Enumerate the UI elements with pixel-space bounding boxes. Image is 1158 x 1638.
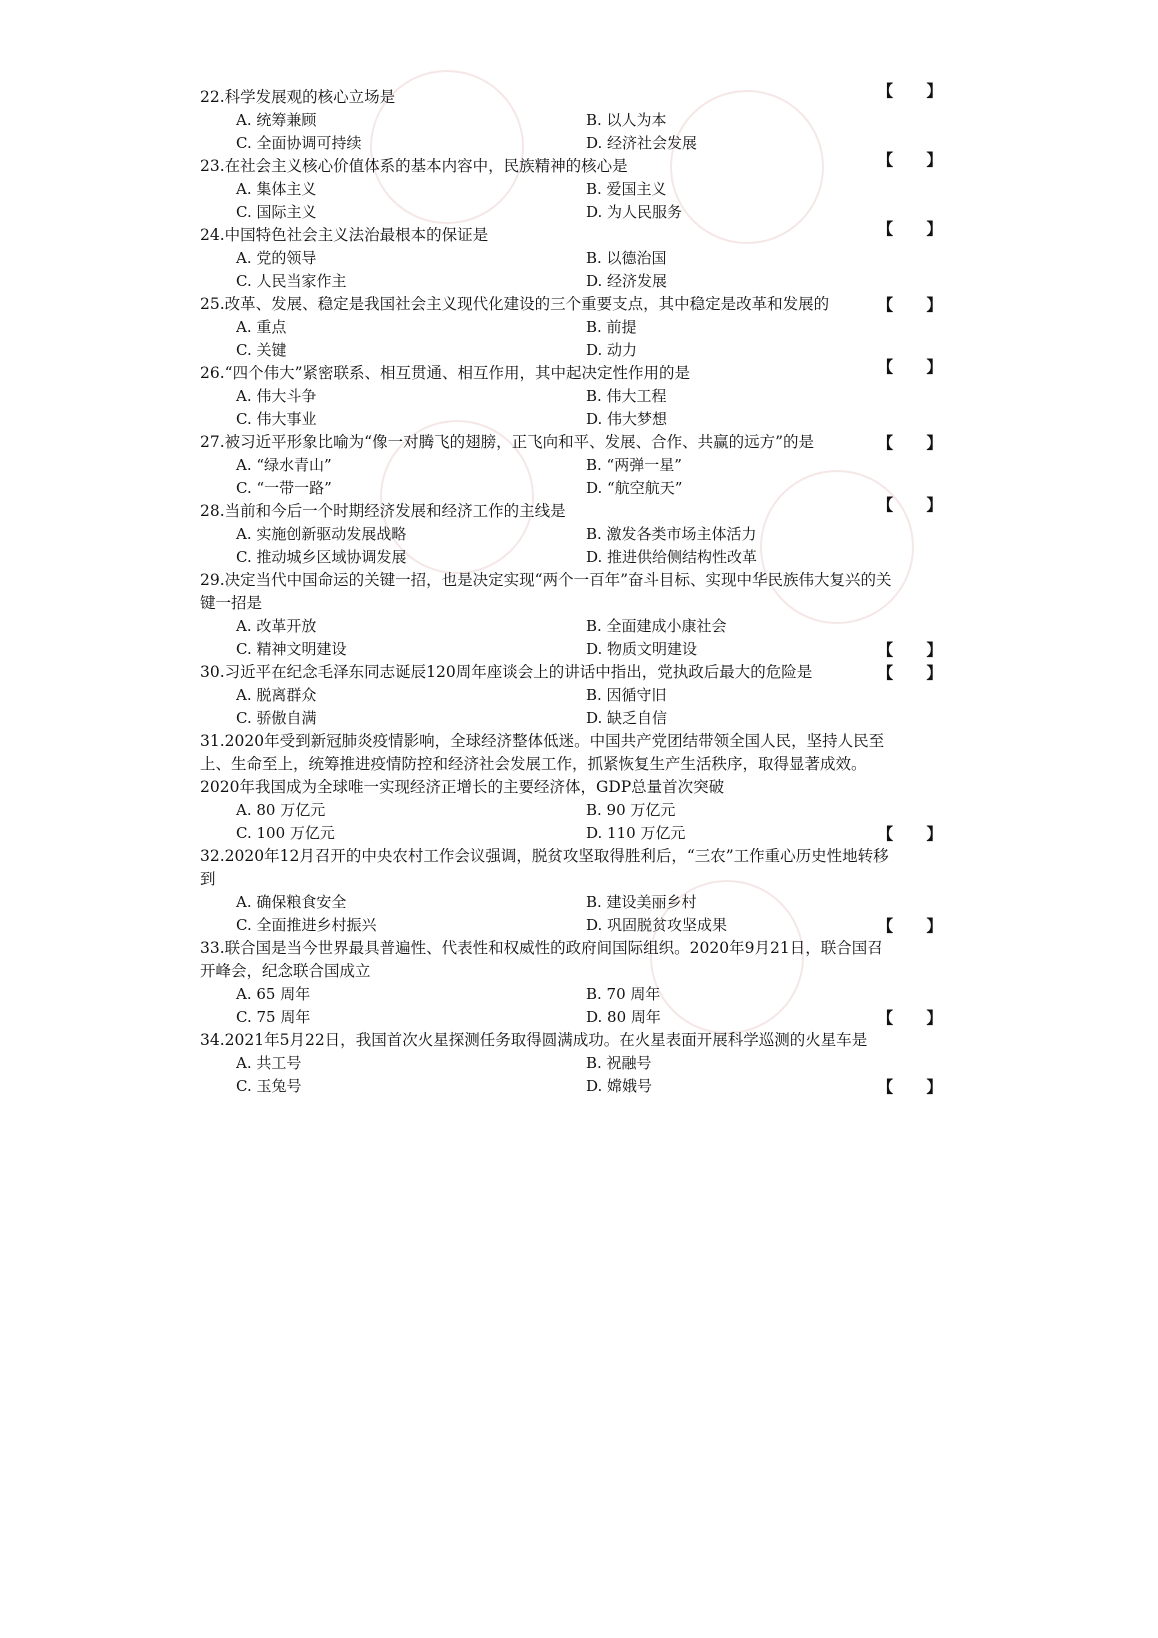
option-b: B. 全面建成小康社会 <box>586 617 727 635</box>
option-b: B. “两弹一星” <box>586 456 682 474</box>
option-b: B. 以人为本 <box>586 111 667 129</box>
option-d: D. 嫦娥号 <box>586 1077 653 1095</box>
options-grid <box>200 684 960 730</box>
options-grid <box>200 891 960 937</box>
option-d: D. 为人民服务 <box>586 203 683 221</box>
option-b: B. 建设美丽乡村 <box>586 893 697 911</box>
option-a: A. 集体主义 <box>236 180 317 198</box>
question-number: 27. <box>200 433 225 451</box>
question-number: 24. <box>200 226 225 244</box>
option-a: A. 共工号 <box>236 1054 302 1072</box>
option-b: B. 激发各类市场主体活力 <box>586 525 757 543</box>
answer-bracket: 【 】 <box>877 1077 956 1096</box>
answer-bracket: 【 】 <box>877 1008 956 1027</box>
option-a: A. 重点 <box>236 318 287 336</box>
question-text: 习近平在纪念毛泽东同志诞辰120周年座谈会上的讲话中指出，党执政后最大的危险是 <box>224 663 813 681</box>
option-a: A. 统筹兼顾 <box>236 111 317 129</box>
question-text: 科学发展观的核心立场是 <box>224 88 396 106</box>
question-number: 34. <box>200 1031 225 1049</box>
question-number: 30. <box>200 663 225 681</box>
options-grid <box>200 385 960 431</box>
question-stem <box>200 569 960 615</box>
option-b: B. 伟大工程 <box>586 387 667 405</box>
option-b: B. 90 万亿元 <box>586 801 676 819</box>
answer-bracket: 【 】 <box>877 81 956 100</box>
option-c: C. 75 周年 <box>236 1008 311 1026</box>
question-text: 改革、发展、稳定是我国社会主义现代化建设的三个重要支点，其中稳定是改革和发展的 <box>224 295 830 313</box>
option-b: B. 爱国主义 <box>586 180 667 198</box>
question-text: 2021年5月22日，我国首次火星探测任务取得圆满成功。在火星表面开展科学巡测的火星车是 <box>224 1031 868 1049</box>
option-d: D. 缺乏自信 <box>586 709 668 727</box>
option-b: B. 70 周年 <box>586 985 661 1003</box>
question-stem <box>200 155 960 178</box>
answer-bracket: 【 】 <box>877 824 956 843</box>
options-grid <box>200 799 960 845</box>
option-a: A. 确保粮食安全 <box>236 893 347 911</box>
option-c: C. 国际主义 <box>236 203 317 221</box>
option-d: D. 80 周年 <box>586 1008 661 1026</box>
answer-bracket: 【 】 <box>877 640 956 659</box>
option-c: C. 人民当家作主 <box>236 272 347 290</box>
option-d: D. 经济发展 <box>586 272 668 290</box>
option-a: A. “绿水青山” <box>236 456 332 474</box>
question-text: 被习近平形象比喻为“像一对腾飞的翅膀，正飞向和平、发展、合作、共赢的远方”的是 <box>224 433 815 451</box>
option-b: B. 因循守旧 <box>586 686 667 704</box>
question-stem <box>200 730 960 799</box>
question-text: 决定当代中国命运的关键一招，也是决定实现“两个一百年”奋斗目标、实现中华民族伟大复兴的关键一招是 <box>200 571 892 612</box>
answer-bracket: 【 】 <box>877 295 956 314</box>
exam-questions-section <box>200 81 960 1098</box>
question-stem <box>200 431 960 454</box>
question-28 <box>200 495 960 569</box>
question-31 <box>200 730 960 845</box>
question-text: 联合国是当今世界最具普遍性、代表性和权威性的政府间国际组织。2020年9月21日，联合国召开峰会，纪念联合国成立 <box>200 939 883 980</box>
option-d: D. 伟大梦想 <box>586 410 668 428</box>
option-c: C. 全面推进乡村振兴 <box>236 916 377 934</box>
answer-bracket: 【 】 <box>877 495 956 514</box>
option-d: D. 推进供给侧结构性改革 <box>586 548 758 566</box>
question-24 <box>200 219 960 293</box>
answer-bracket: 【 】 <box>877 357 956 376</box>
answer-bracket: 【 】 <box>877 219 956 238</box>
option-d: D. 110 万亿元 <box>586 824 686 842</box>
question-33 <box>200 937 960 1029</box>
answer-bracket: 【 】 <box>877 150 956 169</box>
question-34 <box>200 1029 960 1098</box>
question-text: 当前和今后一个时期经济发展和经济工作的主线是 <box>224 502 566 520</box>
option-c: C. 骄傲自满 <box>236 709 317 727</box>
options-grid <box>200 1052 960 1098</box>
question-number: 32. <box>200 847 225 865</box>
option-d: D. “航空航天” <box>586 479 683 497</box>
question-text: “四个伟大”紧密联系、相互贯通、相互作用，其中起决定性作用的是 <box>224 364 691 382</box>
question-number: 33. <box>200 939 225 957</box>
question-23 <box>200 150 960 224</box>
question-number: 22. <box>200 88 225 106</box>
question-stem <box>200 362 960 385</box>
option-b: B. 前提 <box>586 318 637 336</box>
question-number: 23. <box>200 157 225 175</box>
answer-bracket: 【 】 <box>877 433 956 452</box>
options-grid <box>200 523 960 569</box>
option-a: A. 脱离群众 <box>236 686 317 704</box>
options-grid <box>200 247 960 293</box>
question-text: 中国特色社会主义法治最根本的保证是 <box>224 226 489 244</box>
question-stem <box>200 293 960 316</box>
options-grid <box>200 316 960 362</box>
question-25 <box>200 293 960 362</box>
question-number: 28. <box>200 502 225 520</box>
question-stem <box>200 86 960 109</box>
question-stem <box>200 845 960 891</box>
option-d: D. 动力 <box>586 341 638 359</box>
question-text: 2020年受到新冠肺炎疫情影响，全球经济整体低迷。中国共产党团结带领全国人民，坚持人民至上、生命至上，统筹推进疫情防控和经济社会发展工作，抓紧恢复生产生活秩序，取得显著成效。2020年我国成为全球唯一实现经济正增长的主要经济体，GDP总量首次突破 <box>200 732 885 796</box>
question-32 <box>200 845 960 937</box>
question-26 <box>200 357 960 431</box>
option-c: C. 伟大事业 <box>236 410 317 428</box>
option-b: B. 祝融号 <box>586 1054 652 1072</box>
answer-bracket: 【 】 <box>877 916 956 935</box>
answer-bracket: 【 】 <box>877 663 956 682</box>
question-stem <box>200 1029 960 1052</box>
option-c: C. 全面协调可持续 <box>236 134 362 152</box>
question-number: 31. <box>200 732 225 750</box>
question-number: 25. <box>200 295 225 313</box>
option-b: B. 以德治国 <box>586 249 667 267</box>
option-a: A. 实施创新驱动发展战略 <box>236 525 407 543</box>
option-a: A. 改革开放 <box>236 617 317 635</box>
option-a: A. 80 万亿元 <box>236 801 326 819</box>
options-grid <box>200 615 960 661</box>
option-d: D. 物质文明建设 <box>586 640 698 658</box>
option-a: A. 伟大斗争 <box>236 387 317 405</box>
question-stem <box>200 224 960 247</box>
option-a: A. 65 周年 <box>236 985 311 1003</box>
question-22 <box>200 81 960 155</box>
options-grid <box>200 454 960 500</box>
option-c: C. 关键 <box>236 341 287 359</box>
options-grid <box>200 178 960 224</box>
question-stem <box>200 661 960 684</box>
question-stem <box>200 500 960 523</box>
option-c: C. “一带一路” <box>236 479 332 497</box>
option-c: C. 推动城乡区域协调发展 <box>236 548 407 566</box>
question-text: 2020年12月召开的中央农村工作会议强调，脱贫攻坚取得胜利后，“三农”工作重心历史性地转移到 <box>200 847 889 888</box>
option-d: D. 巩固脱贫攻坚成果 <box>586 916 728 934</box>
options-grid <box>200 983 960 1029</box>
question-number: 29. <box>200 571 225 589</box>
option-d: D. 经济社会发展 <box>586 134 698 152</box>
option-c: C. 玉兔号 <box>236 1077 302 1095</box>
question-27 <box>200 431 960 500</box>
option-c: C. 精神文明建设 <box>236 640 347 658</box>
question-29 <box>200 569 960 661</box>
question-number: 26. <box>200 364 225 382</box>
options-grid <box>200 109 960 155</box>
option-a: A. 党的领导 <box>236 249 317 267</box>
question-stem <box>200 937 960 983</box>
question-text: 在社会主义核心价值体系的基本内容中，民族精神的核心是 <box>224 157 628 175</box>
question-30 <box>200 661 960 730</box>
option-c: C. 100 万亿元 <box>236 824 335 842</box>
